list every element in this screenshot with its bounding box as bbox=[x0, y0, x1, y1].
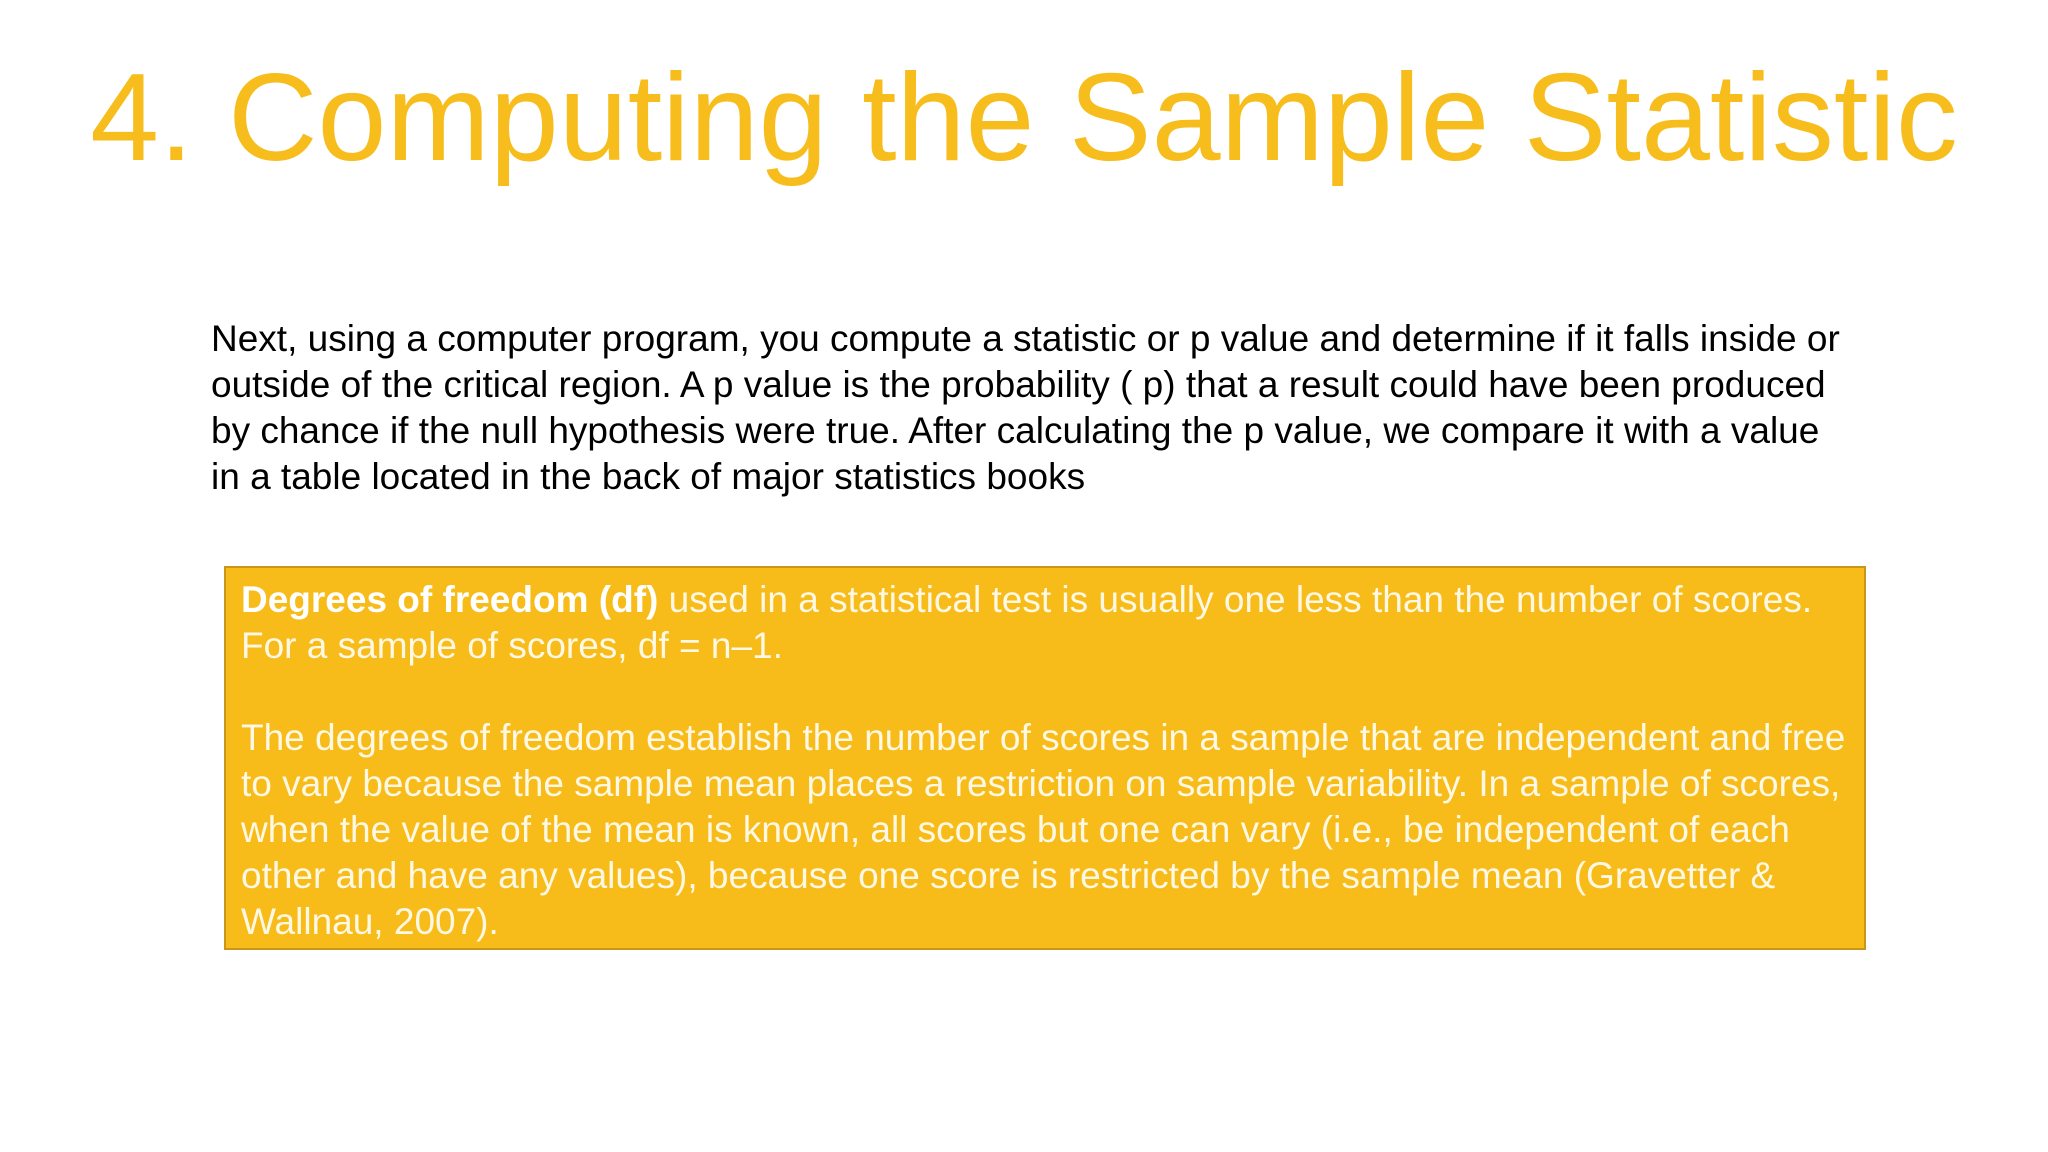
degrees-of-freedom-callout bbox=[224, 566, 1866, 950]
intro-paragraph: Next, using a computer program, you compute a statistic or p value and determine if it falls inside or outside of the critical region. A p value is the probability ( p) that a result could have been produced by chance if the null hypothesis were true. After calculating the p value, we compare it with a value in a table located in the back of major statistics books bbox=[211, 318, 1840, 497]
callout-explanation: The degrees of freedom establish the number of scores in a sample that are independent and free to vary because the sample mean places a restriction on sample variability. In a sample of scores, when the value of the mean is known, all scores but one can vary (i.e., be independent of each other and have any values), because one score is restricted by the sample mean (Gravetter & Wallnau, 2007). bbox=[241, 717, 1846, 942]
callout-definition-paragraph bbox=[241, 577, 1850, 669]
callout-definition: used in a statistical test is usually one less than the number of scores. For a sample of scores, df = n–1. bbox=[241, 579, 1813, 666]
slide-title: 4. Computing the Sample Statistic bbox=[90, 49, 1958, 187]
callout-term: Degrees of freedom (df) bbox=[241, 579, 659, 620]
